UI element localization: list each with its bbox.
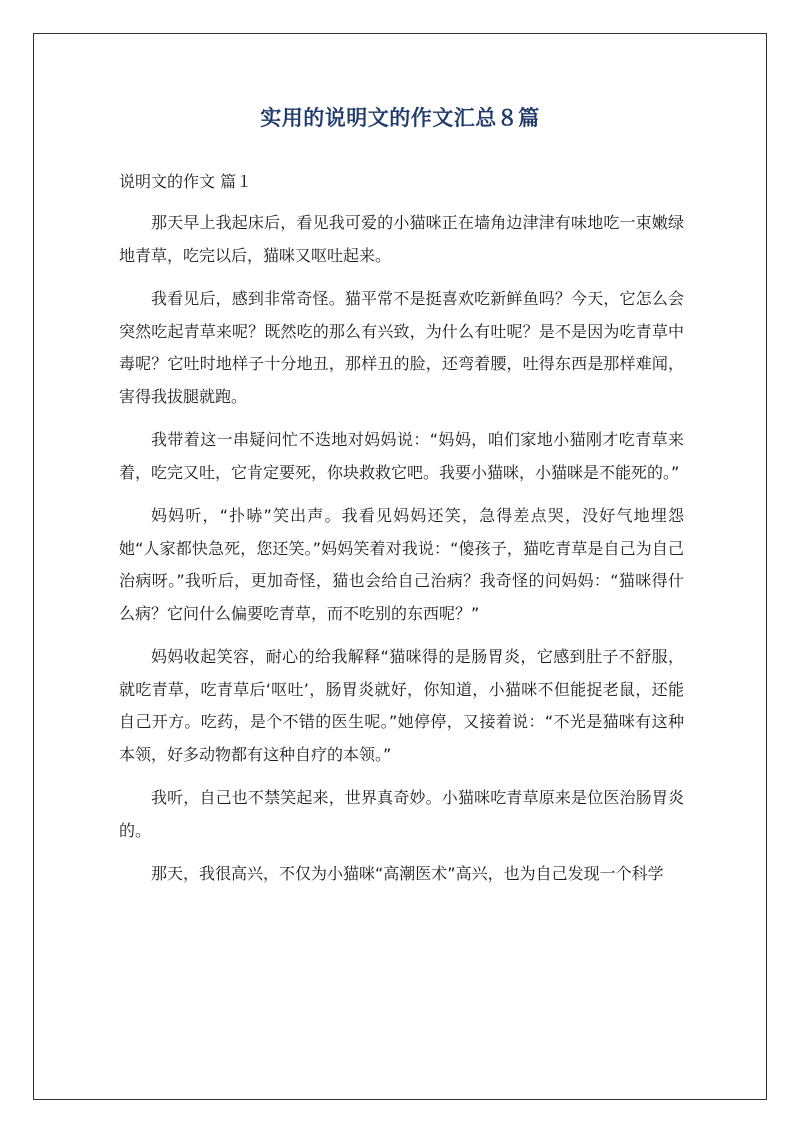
paragraph-1: 那天早上我起床后，看见我可爱的小猫咪正在墙角边津津有味地吃一束嫩绿地青草，吃完以后，猫咪又呕吐起来。 [119,213,684,265]
paragraph-6: 我听，自己也不禁笑起来，世界真奇妙。小猫咪吃青草原来是位医治肠胃炎的。 [119,788,684,840]
document-body [119,168,684,902]
paragraph-3: 我带着这一串疑问忙不迭地对妈妈说：“妈妈，咱们家地小猫刚才吃青草来着，吃完又吐，它肯定要死，你块救救它吧。我要小猫咪，小猫咪是不能死的。” [119,430,684,482]
paragraph-5: 妈妈收起笑容，耐心的给我解释“猫咪得的是肠胃炎，它感到肚子不舒服，就吃青草，吃青草后‘呕吐’，肠胃炎就好，你知道，小猫咪不但能捉老鼠，还能自己开方。吃药，是个不错的医生呢。”她停停，又接着说：“不光是猫咪有这种本领，好多动物都有这种自疗的本领。” [119,647,684,764]
paragraph-7: 那天，我很高兴，不仅为小猫咪“高潮医术”高兴，也为自己发现一个科学 [151,864,664,883]
paragraph-2: 我看见后，感到非常奇怪。猫平常不是挺喜欢吃新鲜鱼吗？今天，它怎么会突然吃起青草来呢？既然吃的那么有兴致，为什么有吐呢？是不是因为吃青草中毒呢？它吐时地样子十分地丑，那样丑的脸，还弯着腰，吐得东西是那样难闻，害得我拔腿就跑。 [119,289,684,406]
document-title: 实用的说明文的作文汇总８篇 [260,106,540,130]
section-subtitle: 说明文的作文 篇１ [119,172,253,191]
paragraph-4: 妈妈听，“扑哧”笑出声。我看见妈妈还笑，急得差点哭，没好气地埋怨她“人家都快急死，您还笑。”妈妈笑着对我说：“傻孩子，猫吃青草是自己为自己治病呀。”我听后，更加奇怪，猫也会给自己治病？我奇怪的问妈妈：“猫咪得什么病？它问什么偏要吃青草，而不吃别的东西呢？” [119,506,684,623]
